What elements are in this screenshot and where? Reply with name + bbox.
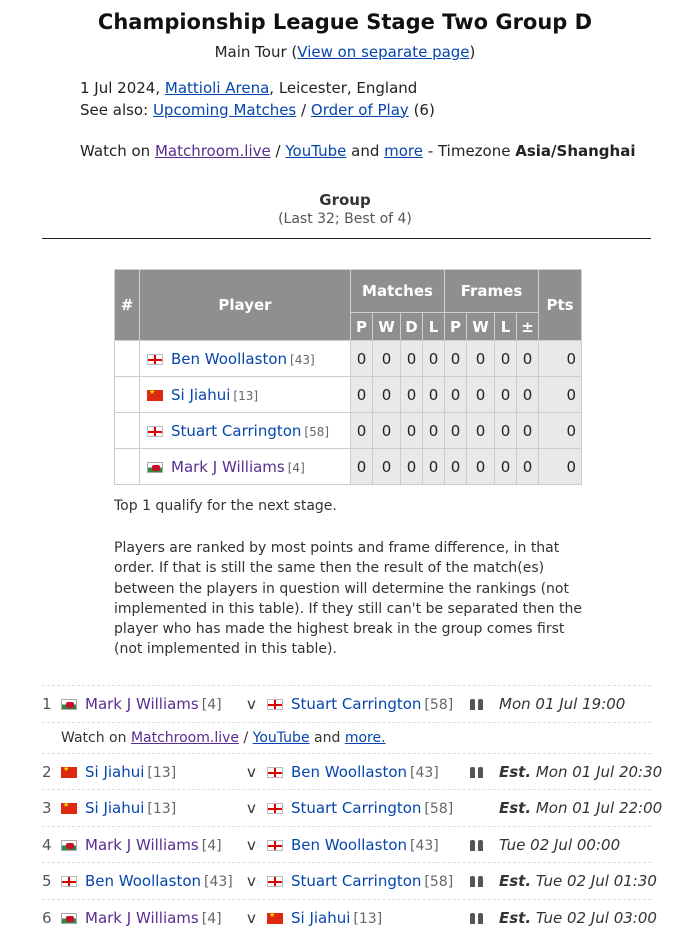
sub-header-fw: W: [467, 313, 495, 341]
player-cell: [140, 413, 351, 449]
match-time: [499, 836, 620, 854]
pts-cell: 0: [539, 377, 582, 413]
player2-link[interactable]: Stuart Carrington: [291, 695, 421, 713]
match-player2: [267, 872, 453, 890]
wales-flag-icon: [147, 462, 163, 473]
head-to-head-icon[interactable]: [468, 698, 486, 710]
player1-link[interactable]: Si Jiahui: [85, 799, 144, 817]
player-link[interactable]: Mark J Williams: [171, 458, 285, 476]
stat-cell: 0: [401, 341, 423, 377]
watch-line: [80, 142, 636, 160]
order-count: (6): [414, 101, 435, 119]
stat-cell: 0: [423, 413, 445, 449]
china-flag-icon: [61, 803, 77, 814]
see-also-sep: /: [301, 101, 306, 119]
player-cell: [140, 449, 351, 485]
sub-header-ml: L: [423, 313, 445, 341]
match-watch-prefix: Watch on: [61, 730, 126, 746]
stat-cell: 0: [351, 341, 373, 377]
pts-cell: 0: [539, 341, 582, 377]
standings-table: [114, 269, 582, 485]
china-flag-icon: [61, 767, 77, 778]
venue-link[interactable]: Mattioli Arena: [165, 79, 269, 97]
watch-prefix: Watch on: [80, 142, 150, 160]
stat-cell: 0: [423, 449, 445, 485]
match-watch-line: [61, 730, 386, 746]
match-number: 1: [42, 695, 52, 713]
player-link[interactable]: Stuart Carrington: [171, 422, 301, 440]
wales-flag-icon: [61, 840, 77, 851]
tour-line: [0, 43, 690, 61]
event-date-line: [80, 78, 435, 100]
sub-header-fdiff: ±: [517, 313, 539, 341]
player1-seed: [4]: [202, 697, 222, 713]
player1-seed: [4]: [202, 838, 222, 854]
match-number: 5: [42, 872, 52, 890]
sub-header-mw: W: [373, 313, 401, 341]
match-number: 4: [42, 836, 52, 854]
see-also-label: See also:: [80, 101, 148, 119]
match-row: [42, 753, 651, 790]
timezone-value: Asia/Shanghai: [515, 142, 635, 160]
match-player2: [267, 695, 453, 713]
matches-header: Matches: [351, 270, 445, 313]
estimated-label: Est.: [499, 909, 531, 927]
head-to-head-icon[interactable]: [468, 912, 486, 924]
match-datetime: Mon 01 Jul 19:00: [499, 695, 625, 713]
player-cell: [140, 377, 351, 413]
standings-row: [115, 413, 582, 449]
match-time: [499, 909, 657, 927]
pts-cell: 0: [539, 449, 582, 485]
view-separate-page-link[interactable]: View on separate page: [297, 43, 469, 61]
england-flag-icon: [61, 876, 77, 887]
stat-cell: 0: [373, 341, 401, 377]
player-seed: [58]: [304, 425, 329, 439]
stat-cell: 0: [467, 377, 495, 413]
match-datetime: Mon 01 Jul 22:00: [536, 799, 662, 817]
ranking-note: Players are ranked by most points and frame difference, in that order. If that is still the same then the result of the match(es) between the players in question will determine the rankings (not implemented in this table). If they still can't be separated then the player who has made the highest break in the group comes first (not implemented in this table).: [114, 538, 584, 660]
match-youtube-link[interactable]: YouTube: [253, 730, 310, 746]
rank-cell: [115, 413, 140, 449]
match-time: [499, 695, 625, 713]
watch-and: and: [351, 142, 379, 160]
youtube-link[interactable]: YouTube: [285, 142, 346, 160]
sub-header-md: D: [401, 313, 423, 341]
tour-suffix: ): [470, 43, 476, 61]
england-flag-icon: [267, 767, 283, 778]
match-row: [42, 899, 651, 935]
stat-cell: 0: [495, 377, 517, 413]
match-player1: [61, 872, 233, 890]
see-also-line: [80, 100, 435, 122]
stat-cell: 0: [495, 413, 517, 449]
player-seed: [13]: [233, 389, 258, 403]
england-flag-icon: [267, 876, 283, 887]
stat-cell: 0: [373, 413, 401, 449]
group-heading: [0, 191, 690, 227]
estimated-label: Est.: [499, 763, 531, 781]
watch-sep: /: [276, 142, 281, 160]
match-datetime: Mon 01 Jul 20:30: [536, 763, 662, 781]
more-link[interactable]: more: [384, 142, 423, 160]
player2-seed: [13]: [353, 911, 382, 927]
versus-label: v: [247, 695, 256, 713]
versus-label: v: [247, 763, 256, 781]
qualify-note: Top 1 qualify for the next stage.: [114, 498, 337, 514]
estimated-label: Est.: [499, 799, 531, 817]
player1-seed: [43]: [204, 874, 233, 890]
player-header: Player: [140, 270, 351, 341]
match-player2: [267, 799, 453, 817]
player2-link[interactable]: Ben Woollaston: [291, 763, 407, 781]
sub-header-fl: L: [495, 313, 517, 341]
match-player1: [61, 799, 176, 817]
player-seed: [43]: [290, 353, 315, 367]
match-more-link[interactable]: more.: [345, 730, 386, 746]
stat-cell: 0: [423, 341, 445, 377]
match-row: [42, 862, 651, 899]
china-flag-icon: [147, 390, 163, 401]
england-flag-icon: [267, 699, 283, 710]
upcoming-matches-link[interactable]: Upcoming Matches: [153, 101, 296, 119]
match-datetime: Tue 02 Jul 03:00: [536, 909, 657, 927]
pts-header: Pts: [539, 270, 582, 341]
standings-row: [115, 341, 582, 377]
player1-seed: [4]: [202, 911, 222, 927]
stat-cell: 0: [467, 449, 495, 485]
england-flag-icon: [147, 426, 163, 437]
head-to-head-icon[interactable]: [468, 766, 486, 778]
player2-link[interactable]: Stuart Carrington: [291, 799, 421, 817]
match-player1: [61, 695, 222, 713]
rank-header: #: [115, 270, 140, 341]
player-seed: [4]: [288, 461, 305, 475]
match-number: 3: [42, 799, 52, 817]
match-number: 6: [42, 909, 52, 927]
standings-row: [115, 377, 582, 413]
match-watch-and: and: [314, 730, 340, 746]
stat-cell: 0: [445, 377, 467, 413]
player2-link[interactable]: Ben Woollaston: [291, 836, 407, 854]
rank-cell: [115, 449, 140, 485]
stat-cell: 0: [401, 449, 423, 485]
player2-link[interactable]: Si Jiahui: [291, 909, 350, 927]
stat-cell: 0: [351, 449, 373, 485]
match-player2: [267, 763, 439, 781]
player1-link[interactable]: Si Jiahui: [85, 763, 144, 781]
page-title: Championship League Stage Two Group D: [0, 10, 690, 34]
frames-header: Frames: [445, 270, 539, 313]
event-date: 1 Jul 2024,: [80, 79, 160, 97]
stat-cell: 0: [351, 413, 373, 449]
stat-cell: 0: [445, 341, 467, 377]
stat-cell: 0: [517, 341, 539, 377]
sub-header-fp: P: [445, 313, 467, 341]
player1-seed: [13]: [147, 765, 176, 781]
head-to-head-icon[interactable]: [468, 839, 486, 851]
stat-cell: 0: [517, 377, 539, 413]
event-meta: [80, 78, 435, 121]
england-flag-icon: [267, 803, 283, 814]
player2-seed: [58]: [424, 801, 453, 817]
match-row: [42, 826, 651, 863]
stat-cell: 0: [351, 377, 373, 413]
wales-flag-icon: [61, 913, 77, 924]
stat-cell: 0: [517, 413, 539, 449]
match-list: [42, 685, 651, 935]
stat-cell: 0: [467, 341, 495, 377]
divider: [42, 238, 651, 239]
match-row: [42, 685, 651, 722]
versus-label: v: [247, 872, 256, 890]
versus-label: v: [247, 836, 256, 854]
head-to-head-icon[interactable]: [468, 875, 486, 887]
player2-link[interactable]: Stuart Carrington: [291, 872, 421, 890]
player2-seed: [43]: [410, 765, 439, 781]
match-matchroom-link[interactable]: Matchroom.live: [131, 730, 239, 746]
match-watch-row: [42, 722, 651, 753]
match-time: [499, 763, 662, 781]
match-datetime: Tue 02 Jul 01:30: [536, 872, 657, 890]
match-time: [499, 799, 662, 817]
match-player1: [61, 763, 176, 781]
player1-link[interactable]: Mark J Williams: [85, 695, 199, 713]
standings-row: [115, 449, 582, 485]
wales-flag-icon: [61, 699, 77, 710]
stat-cell: 0: [401, 413, 423, 449]
pts-cell: 0: [539, 413, 582, 449]
england-flag-icon: [267, 840, 283, 851]
match-row: [42, 789, 651, 826]
china-flag-icon: [267, 913, 283, 924]
stat-cell: 0: [445, 413, 467, 449]
rank-cell: [115, 341, 140, 377]
rank-cell: [115, 377, 140, 413]
stat-cell: 0: [373, 449, 401, 485]
player2-seed: [58]: [424, 697, 453, 713]
stat-cell: 0: [495, 341, 517, 377]
stat-cell: 0: [495, 449, 517, 485]
estimated-label: Est.: [499, 872, 531, 890]
stat-cell: 0: [517, 449, 539, 485]
matchroom-link[interactable]: Matchroom.live: [155, 142, 271, 160]
player2-seed: [43]: [410, 838, 439, 854]
match-player1: [61, 836, 222, 854]
group-title: Group: [0, 191, 690, 209]
player1-link[interactable]: Ben Woollaston: [85, 872, 201, 890]
match-player2: [267, 909, 382, 927]
sub-header-mp: P: [351, 313, 373, 341]
player2-seed: [58]: [424, 874, 453, 890]
versus-label: v: [247, 799, 256, 817]
match-player2: [267, 836, 439, 854]
stat-cell: 0: [401, 377, 423, 413]
event-location: , Leicester, England: [269, 79, 417, 97]
player-link[interactable]: Si Jiahui: [171, 386, 230, 404]
match-time: [499, 872, 657, 890]
player-cell: [140, 341, 351, 377]
tour-prefix: Main Tour (: [215, 43, 298, 61]
group-subtitle: (Last 32; Best of 4): [0, 211, 690, 227]
match-watch-sep: /: [243, 730, 248, 746]
stat-cell: 0: [373, 377, 401, 413]
match-player1: [61, 909, 222, 927]
order-of-play-link[interactable]: Order of Play: [311, 101, 409, 119]
stat-cell: 0: [423, 377, 445, 413]
timezone-prefix: - Timezone: [428, 142, 511, 160]
player1-seed: [13]: [147, 801, 176, 817]
player1-link[interactable]: Mark J Williams: [85, 836, 199, 854]
stat-cell: 0: [467, 413, 495, 449]
versus-label: v: [247, 909, 256, 927]
match-number: 2: [42, 763, 52, 781]
player-link[interactable]: Ben Woollaston: [171, 350, 287, 368]
england-flag-icon: [147, 354, 163, 365]
stat-cell: 0: [445, 449, 467, 485]
player1-link[interactable]: Mark J Williams: [85, 909, 199, 927]
match-datetime: Tue 02 Jul 00:00: [499, 836, 620, 854]
